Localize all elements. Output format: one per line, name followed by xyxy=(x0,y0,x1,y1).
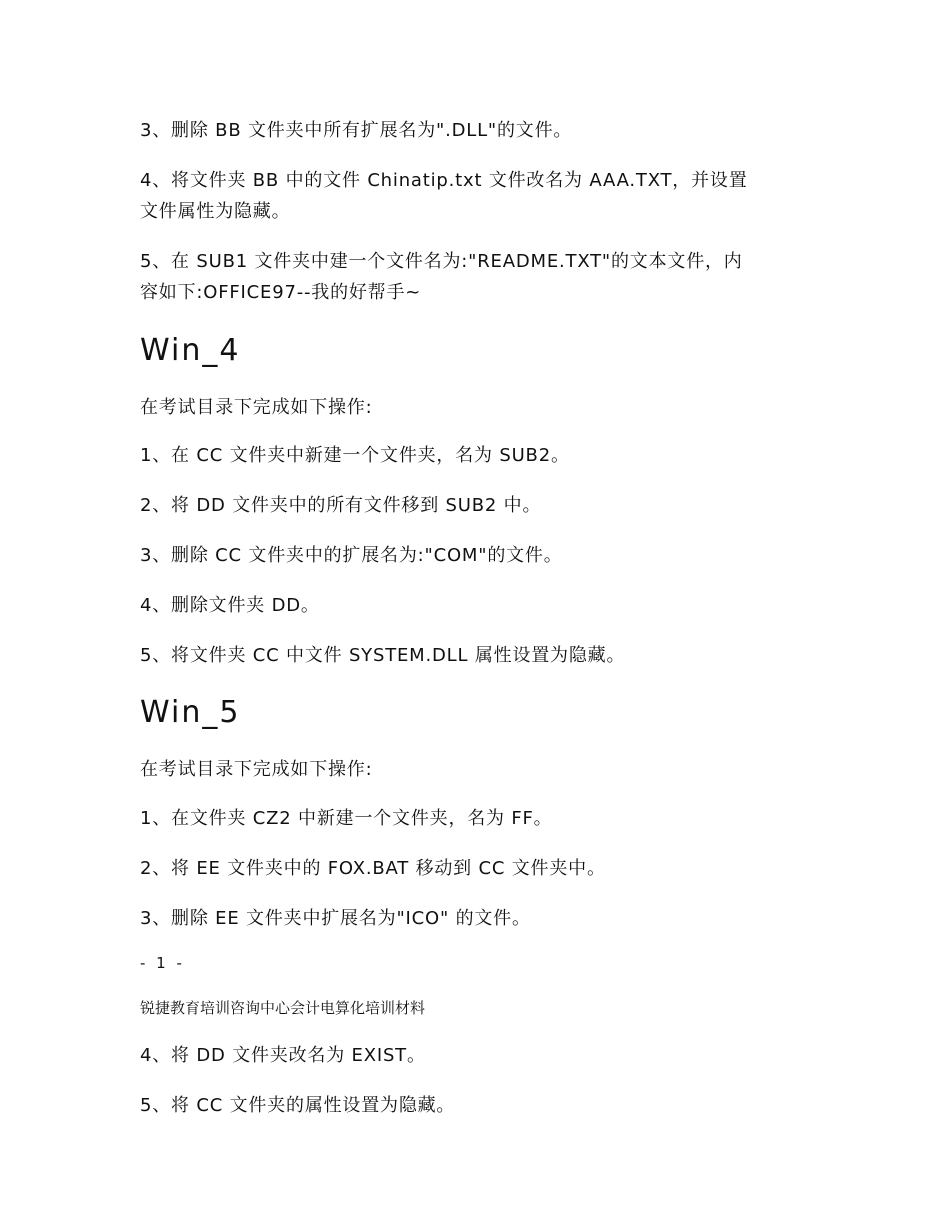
instruction-line: 3、删除 EE 文件夹中扩展名为"ICO" 的文件。 xyxy=(140,908,531,929)
instruction-line: 5、在 SUB1 文件夹中建一个文件名为:"README.TXT"的文本文件，内 xyxy=(140,251,743,272)
instruction-line: 5、将文件夹 CC 中文件 SYSTEM.DLL 属性设置为隐藏。 xyxy=(140,645,626,666)
section-intro: 在考试目录下完成如下操作: xyxy=(140,759,373,780)
instruction-line: 4、将文件夹 BB 中的文件 Chinatip.txt 文件改名为 AAA.TXT，并设置 xyxy=(140,170,748,191)
instruction-line: 2、将 EE 文件夹中的 FOX.BAT 移动到 CC 文件夹中。 xyxy=(140,858,606,879)
instruction-line: 1、在文件夹 CZ2 中新建一个文件夹，名为 FF。 xyxy=(140,808,553,829)
page-number: - 1 - xyxy=(140,954,185,972)
instruction-line: 文件属性为隐藏。 xyxy=(140,201,291,222)
section-intro: 在考试目录下完成如下操作: xyxy=(140,397,373,418)
instruction-line: 4、将 DD 文件夹改名为 EXIST。 xyxy=(140,1045,426,1066)
instruction-line: 4、删除文件夹 DD。 xyxy=(140,595,320,616)
instruction-line: 容如下:OFFICE97--我的好帮手~ xyxy=(140,282,422,303)
section-heading-win5: Win_5 xyxy=(140,695,241,730)
page-header: 锐捷教育培训咨询中心会计电算化培训材料 xyxy=(140,999,426,1017)
instruction-line: 3、删除 CC 文件夹中的扩展名为:"COM"的文件。 xyxy=(140,545,563,566)
instruction-line: 2、将 DD 文件夹中的所有文件移到 SUB2 中。 xyxy=(140,495,542,516)
section-heading-win4: Win_4 xyxy=(140,333,241,368)
instruction-line: 5、将 CC 文件夹的属性设置为隐藏。 xyxy=(140,1095,456,1116)
instruction-line: 1、在 CC 文件夹中新建一个文件夹，名为 SUB2。 xyxy=(140,445,570,466)
instruction-line: 3、删除 BB 文件夹中所有扩展名为".DLL"的文件。 xyxy=(140,120,573,141)
